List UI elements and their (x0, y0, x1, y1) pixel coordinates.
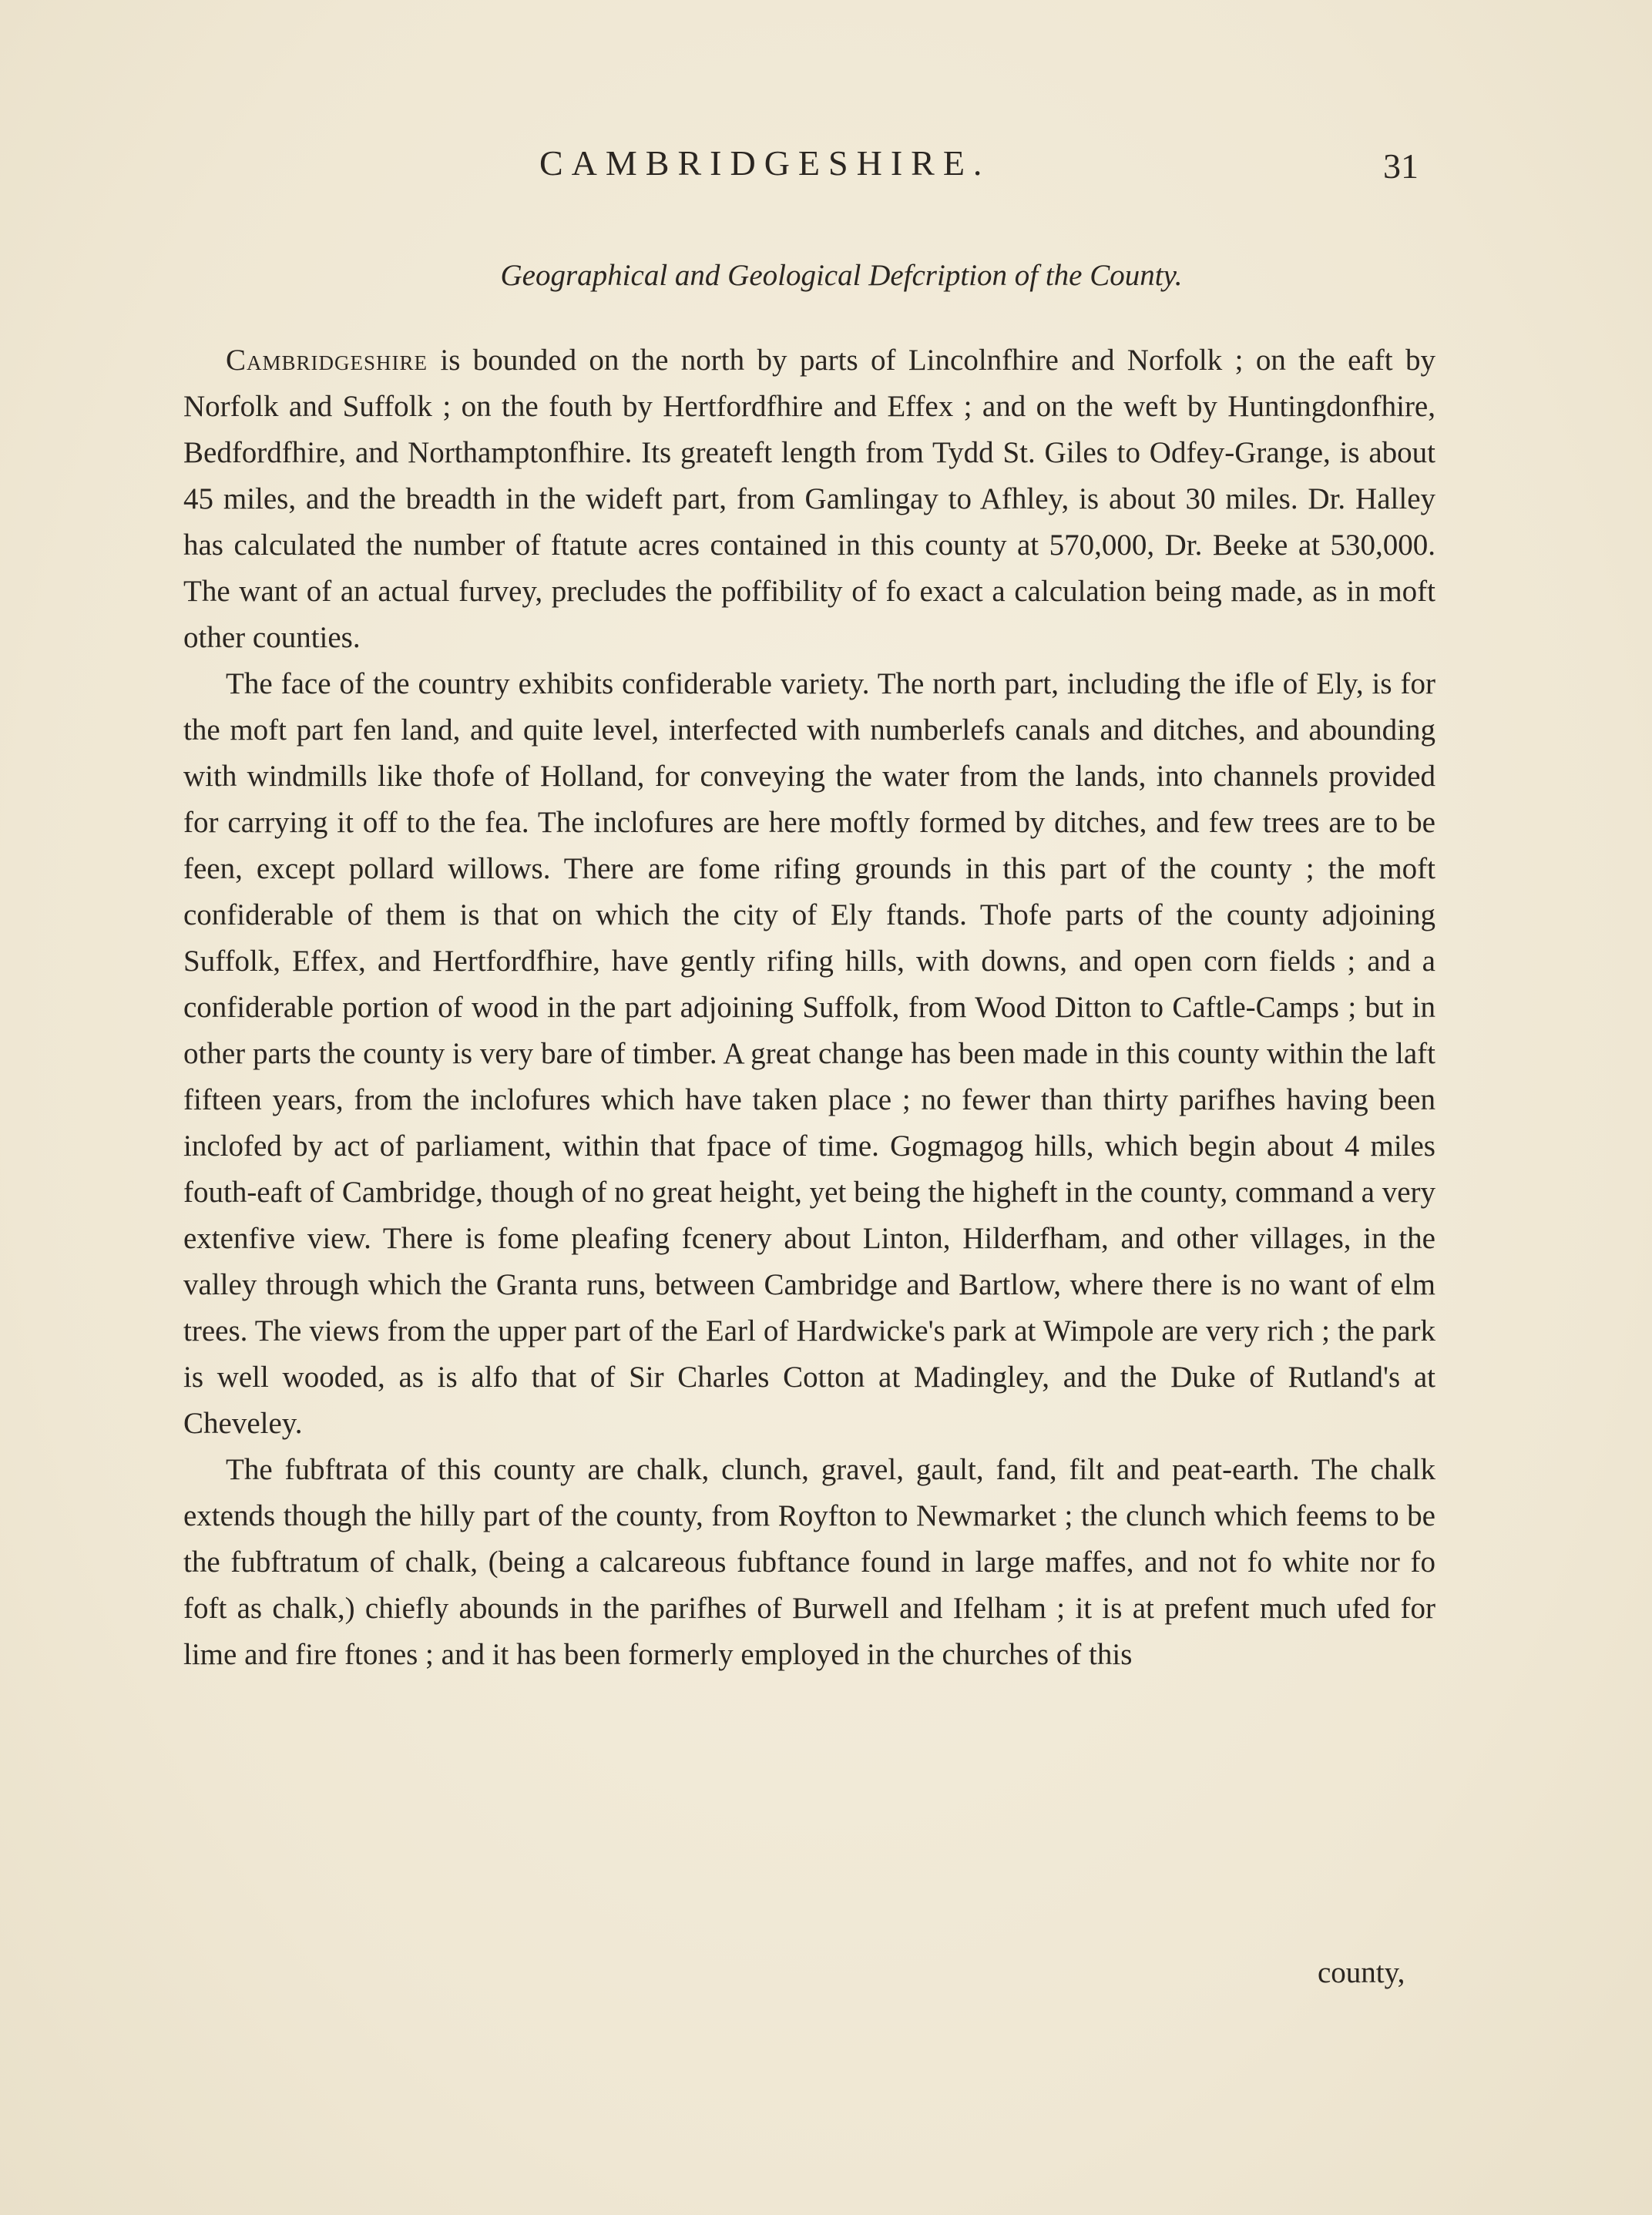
paragraph-boundaries-text: is bounded on the north by parts of Lincolnfhire and Norfolk ; on the eaft by Norfolk and Suffolk ; on the fouth by Hertfordfhire and Effex ; and on the weft by Huntingdonfhire, Bedfordfhire, and Northamptonfhire. Its greateft length from Tydd St. Giles to Odfey-Grange, is about 45 miles, and the breadth in the wideft part, from Gamlingay to Afhley, is about 30 miles. Dr. Halley has calculated the number of ftatute acres contained in this county at 570,000, Dr. Beeke at 530,000. The want of an actual furvey, precludes the poffibility of fo exact a calculation being made, as in moft other counties. (183, 344, 1435, 654)
paragraph-face-of-country: The face of the country exhibits confiderable variety. The north part, including the ifle of Ely, is for the moft part fen land, and quite level, interfected with numberlefs canals and ditches, and abounding with windmills like thofe of Holland, for conveying the water from the lands, into channels provided for carrying it off to the fea. The inclofures are here moftly formed by ditches, and few trees are to be feen, except pollard willows. There are fome rifing grounds in this part of the county ; the moft confiderable of them is that on which the city of Ely ftands. Thofe parts of the county adjoining Suffolk, Effex, and Hertfordfhire, have gently rifing hills, with downs, and open corn fields ; and a confiderable portion of wood in the part adjoining Suffolk, from Wood Ditton to Caftle-Camps ; but in other parts the county is very bare of timber. A great change has been made in this county within the laft fifteen years, from the inclofures which have taken place ; no fewer than thirty parifhes having been inclofed by act of parliament, within that fpace of time. Gogmagog hills, which begin about 4 miles fouth-eaft of Cambridge, though of no great height, yet being the higheft in the county, command a very extenfive view. There is fome pleafing fcenery about Linton, Hilderfham, and other villages, in the valley through which the Granta runs, between Cambridge and Bartlow, where there is no want of elm trees. The views from the upper part of the Earl of Hardwicke's park at Wimpole are very rich ; the park is well wooded, as is alfo that of Sir Charles Cotton at Madingley, and the Duke of Rutland's at Cheveley. (183, 667, 1435, 1440)
catchword: county, (1318, 1956, 1405, 1989)
running-title: CAMBRIDGESHIRE. (539, 143, 991, 183)
paragraph-boundaries (183, 337, 1435, 661)
body-text (183, 337, 1435, 1678)
page-header (0, 143, 1652, 204)
county-name-lead: Cambridgeshire (226, 344, 428, 377)
paragraph-substrata: The fubftrata of this county are chalk, clunch, gravel, gault, fand, filt and peat-earth. The chalk extends though the hilly part of the county, from Royfton to Newmarket ; the clunch which feems to be the fubftratum of chalk, (being a calcareous fubftance found in large maffes, and not fo white nor fo foft as chalk,) chiefly abounds in the parifhes of Burwell and Ifelham ; it is at prefent much ufed for lime and fire ftones ; and it has been formerly employed in the churches of this (183, 1453, 1435, 1671)
page-number: 31 (1383, 146, 1419, 186)
section-heading: Geographical and Geological Defcription of the County. (500, 259, 1183, 292)
